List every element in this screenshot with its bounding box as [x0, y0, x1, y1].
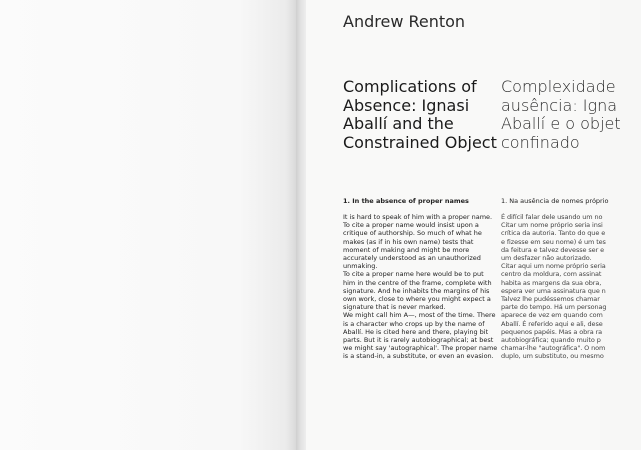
- left-page: [0, 0, 298, 450]
- title-english: Complications of Absence: Ignasi Aballí and the Constrained Object: [343, 77, 497, 152]
- title-portuguese: Complexidade ausência: Igna Aballí e o objet confinado: [501, 77, 621, 152]
- section-heading-portuguese: 1. Na ausência de nomes próprio: [501, 197, 609, 205]
- body-text-english: It is hard to speak of him with a proper name. To cite a proper name would insist upon a critique of authorship. So much of what he makes (as if in his own name) tests that moment of making and might be more accurately understood as an unauthorized unmaking. To cite a proper name here would be to put him in the centre of the frame, complete with signature. And he inhabits the margins of his own work, close to where you might expect a signature that is never marked. We might call him A—, most of the time. There is a character who crops up by the name of Aballí. He is cited here and there, playing bit parts. But it is rarely autobiographical; at best we might say 'autographical'. The proper name is a stand-in, a substitute, or even an evasion.: [343, 213, 498, 361]
- body-text-portuguese: É difícil falar dele usando um no Citar um nome próprio seria insi crítica da autoria. Tanto do que e e fizesse em seu nome) é um tes da feitura e talvez devesse ser e um desfazer não autorizado. Citar aqui um nome próprio seria centro da moldura, com assinat habita as margens da sua obra, espera ver uma assinatura que n Talvez lhe pudéssemos chamar parte do tempo. Há um personag aparece de vez em quando com Aballí. É referido aqui e ali, dese pequenos papéis. Mas a obra ra autobiográfica; quando muito p chamar-lhe "autográfica". O nom duplo, um substituto, ou mesmo: [501, 213, 607, 361]
- author-name: Andrew Renton: [343, 12, 466, 31]
- section-heading-english: 1. In the absence of proper names: [343, 197, 469, 205]
- right-page: [306, 0, 621, 450]
